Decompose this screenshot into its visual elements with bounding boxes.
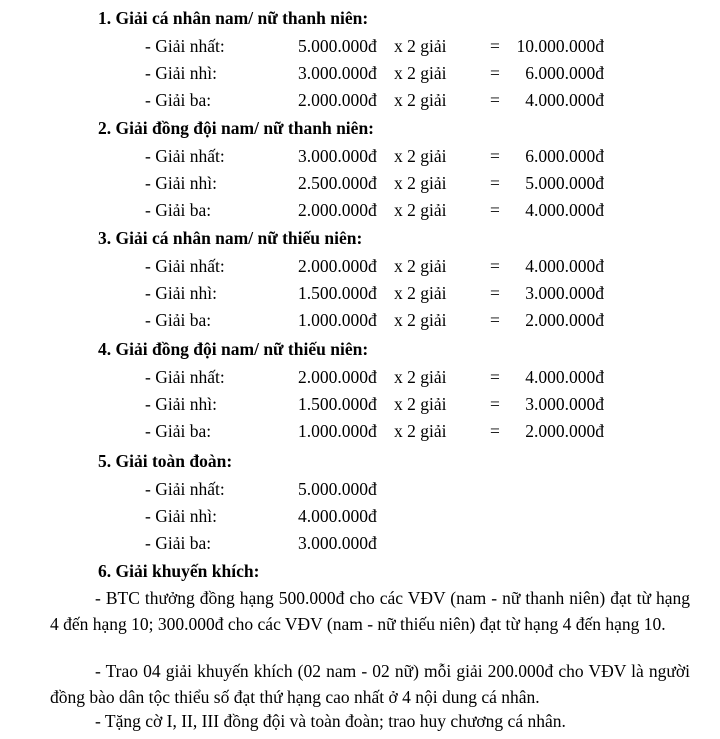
prize-name: - Giải ba:: [145, 200, 212, 220]
prize-multiplier: x 2 giải: [394, 421, 447, 441]
prize-name: - Giải nhất:: [145, 256, 225, 276]
section-1-title: 1. Giải cá nhân nam/ nữ thanh niên:: [98, 8, 369, 28]
prize-amount: 2.000.000đ: [298, 200, 377, 220]
equals-sign: =: [490, 36, 500, 56]
equals-sign: =: [490, 283, 500, 303]
prize-name: - Giải ba:: [145, 310, 212, 330]
prize-amount: 1.500.000đ: [298, 283, 377, 303]
encouragement-paragraph: - Trao 04 giải khuyến khích (02 nam - 02 nữ) mỗi giải 200.000đ cho VĐV là người đồng bào dân tộc thiểu số đạt thứ hạng cao nhất ở 4 nội dung cá nhân.: [50, 661, 690, 707]
encouragement-paragraph: - BTC thưởng đồng hạng 500.000đ cho các VĐV (nam - nữ thanh niên) đạt từ hạng 4 đến hạng 10; 300.000đ cho các VĐV (nam - nữ thiếu niên) đạt từ hạng 4 đến hạng 10.: [50, 588, 690, 634]
prize-amount: 3.000.000đ: [298, 63, 377, 83]
prize-total: 4.000.000đ: [525, 367, 604, 387]
prize-multiplier: x 2 giải: [394, 283, 447, 303]
prize-total: 5.000.000đ: [525, 173, 604, 193]
prize-name: - Giải nhì:: [145, 283, 217, 303]
prize-total: 2.000.000đ: [525, 310, 604, 330]
prize-row: [0, 506, 720, 530]
equals-sign: =: [490, 173, 500, 193]
prize-amount: 1.500.000đ: [298, 394, 377, 414]
prize-multiplier: x 2 giải: [394, 63, 447, 83]
prize-multiplier: x 2 giải: [394, 367, 447, 387]
prize-amount: 2.000.000đ: [298, 256, 377, 276]
equals-sign: =: [490, 310, 500, 330]
prize-row: [0, 310, 720, 334]
prize-row: [0, 479, 720, 503]
equals-sign: =: [490, 256, 500, 276]
prize-amount: 2.000.000đ: [298, 90, 377, 110]
prize-row: [0, 36, 720, 60]
equals-sign: =: [490, 367, 500, 387]
prize-name: - Giải nhất:: [145, 36, 225, 56]
prize-name: - Giải nhất:: [145, 146, 225, 166]
prize-row: [0, 90, 720, 114]
prize-multiplier: x 2 giải: [394, 146, 447, 166]
prize-multiplier: x 2 giải: [394, 90, 447, 110]
prize-total: 4.000.000đ: [525, 256, 604, 276]
prize-name: - Giải nhì:: [145, 63, 217, 83]
prize-row: [0, 173, 720, 197]
prize-row: [0, 200, 720, 224]
prize-name: - Giải ba:: [145, 421, 212, 441]
prize-row: [0, 533, 720, 557]
equals-sign: =: [490, 394, 500, 414]
prize-name: - Giải nhất:: [145, 367, 225, 387]
section-3-title: 3. Giải cá nhân nam/ nữ thiếu niên:: [98, 228, 363, 248]
prize-amount: 3.000.000đ: [298, 146, 377, 166]
prize-total: 6.000.000đ: [525, 63, 604, 83]
prize-row: [0, 256, 720, 280]
prize-total: 4.000.000đ: [525, 200, 604, 220]
prize-row: [0, 146, 720, 170]
prize-total: 3.000.000đ: [525, 394, 604, 414]
equals-sign: =: [490, 63, 500, 83]
prize-multiplier: x 2 giải: [394, 310, 447, 330]
prize-total: 3.000.000đ: [525, 283, 604, 303]
prize-row: [0, 421, 720, 445]
prize-multiplier: x 2 giải: [394, 36, 447, 56]
prize-row: [0, 367, 720, 391]
prize-total: 2.000.000đ: [525, 421, 604, 441]
prize-total: 6.000.000đ: [525, 146, 604, 166]
prize-total: 4.000.000đ: [525, 90, 604, 110]
prize-multiplier: x 2 giải: [394, 256, 447, 276]
prize-row: [0, 63, 720, 87]
prize-multiplier: x 2 giải: [394, 200, 447, 220]
prize-name: - Giải ba:: [145, 90, 212, 110]
prize-amount: 2.500.000đ: [298, 173, 377, 193]
prize-name: - Giải nhì:: [145, 173, 217, 193]
equals-sign: =: [490, 421, 500, 441]
section-4-title: 4. Giải đồng đội nam/ nữ thiếu niên:: [98, 339, 369, 359]
encouragement-paragraph: - Tặng cờ I, II, III đồng đội và toàn đoàn; trao huy chương cá nhân.: [95, 711, 566, 731]
prize-name: - Giải nhì:: [145, 394, 217, 414]
prize-total: 10.000.000đ: [516, 36, 604, 56]
prize-amount: 3.000.000đ: [298, 533, 377, 553]
prize-name: - Giải nhất:: [145, 479, 225, 499]
prize-amount: 5.000.000đ: [298, 36, 377, 56]
equals-sign: =: [490, 200, 500, 220]
prize-amount: 2.000.000đ: [298, 367, 377, 387]
section-2-title: 2. Giải đồng đội nam/ nữ thanh niên:: [98, 118, 375, 138]
prize-name: - Giải ba:: [145, 533, 212, 553]
prize-row: [0, 283, 720, 307]
prize-row: [0, 394, 720, 418]
section-5-title: 5. Giải toàn đoàn:: [98, 451, 233, 471]
prize-amount: 1.000.000đ: [298, 421, 377, 441]
equals-sign: =: [490, 146, 500, 166]
equals-sign: =: [490, 90, 500, 110]
prize-amount: 5.000.000đ: [298, 479, 377, 499]
prize-multiplier: x 2 giải: [394, 173, 447, 193]
prize-amount: 4.000.000đ: [298, 506, 377, 526]
section-6-title: 6. Giải khuyến khích:: [98, 561, 260, 581]
prize-multiplier: x 2 giải: [394, 394, 447, 414]
prize-name: - Giải nhì:: [145, 506, 217, 526]
prize-amount: 1.000.000đ: [298, 310, 377, 330]
